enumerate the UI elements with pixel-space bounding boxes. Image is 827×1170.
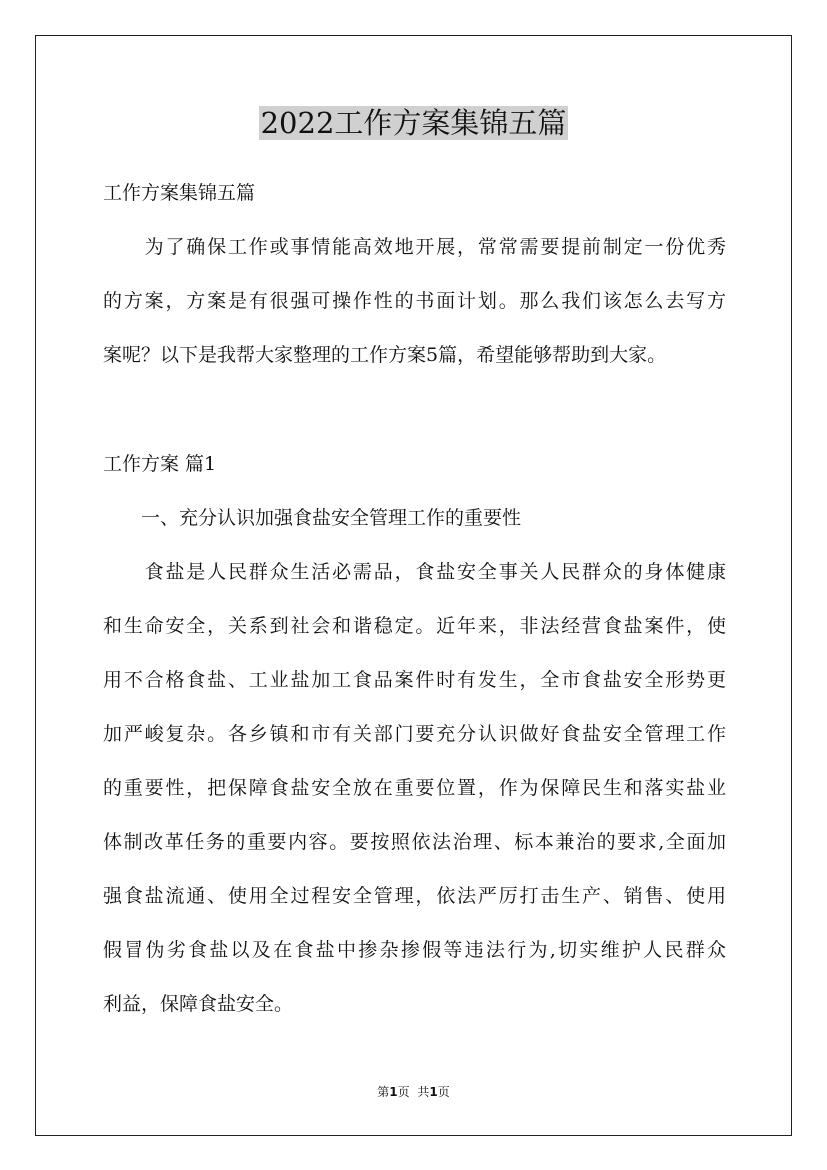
footer-page-suffix: 页	[397, 1085, 410, 1099]
footer-page-number: 1	[389, 1085, 398, 1099]
footer-total-suffix: 页	[437, 1085, 450, 1099]
intro-line-2: 的方案，方案是有很强可操作性的书面计划。那么我们该怎么去写方	[103, 290, 726, 312]
body-line-1: 食盐是人民群众生活必需品，食盐安全事关人民群众的身体健康	[103, 561, 726, 583]
body-line-6: 体制改革任务的重要内容。要按照依法治理、标本兼治的要求,全面加	[103, 831, 726, 853]
intro-line-3: 案呢？以下是我帮大家整理的工作方案5篇，希望能够帮助到大家。	[103, 344, 667, 366]
document-subtitle: 工作方案集锦五篇	[103, 182, 256, 204]
document-title-text: 2022工作方案集锦五篇	[260, 106, 567, 140]
page-footer	[0, 1084, 827, 1100]
body-line-8: 假冒伪劣食盐以及在食盐中掺杂掺假等违法行为,切实维护人民群众	[103, 939, 726, 961]
body-line-5: 的重要性，把保障食盐安全放在重要位置，作为保障民生和落实盐业	[103, 777, 726, 799]
footer-total-prefix: 共	[417, 1085, 430, 1099]
body-line-2: 和生命安全，关系到社会和谐稳定。近年来，非法经营食盐案件，使	[103, 615, 726, 637]
intro-line-1: 为了确保工作或事情能高效地开展，常常需要提前制定一份优秀	[103, 236, 726, 258]
document-title	[0, 103, 827, 143]
section-heading: 工作方案 篇1	[103, 453, 217, 475]
body-line-7: 强食盐流通、使用全过程安全管理，依法严厉打击生产、销售、使用	[103, 885, 726, 907]
footer-prefix: 第	[377, 1085, 390, 1099]
body-line-4: 加严峻复杂。各乡镇和市有关部门要充分认识做好食盐安全管理工作	[103, 723, 726, 745]
footer-total-pages: 1	[429, 1085, 438, 1099]
body-line-9: 利益，保障食盐安全。	[103, 993, 294, 1015]
point-heading: 一、充分认识加强食盐安全管理工作的重要性	[103, 507, 522, 529]
body-line-3: 用不合格食盐、工业盐加工食品案件时有发生，全市食盐安全形势更	[103, 669, 726, 691]
